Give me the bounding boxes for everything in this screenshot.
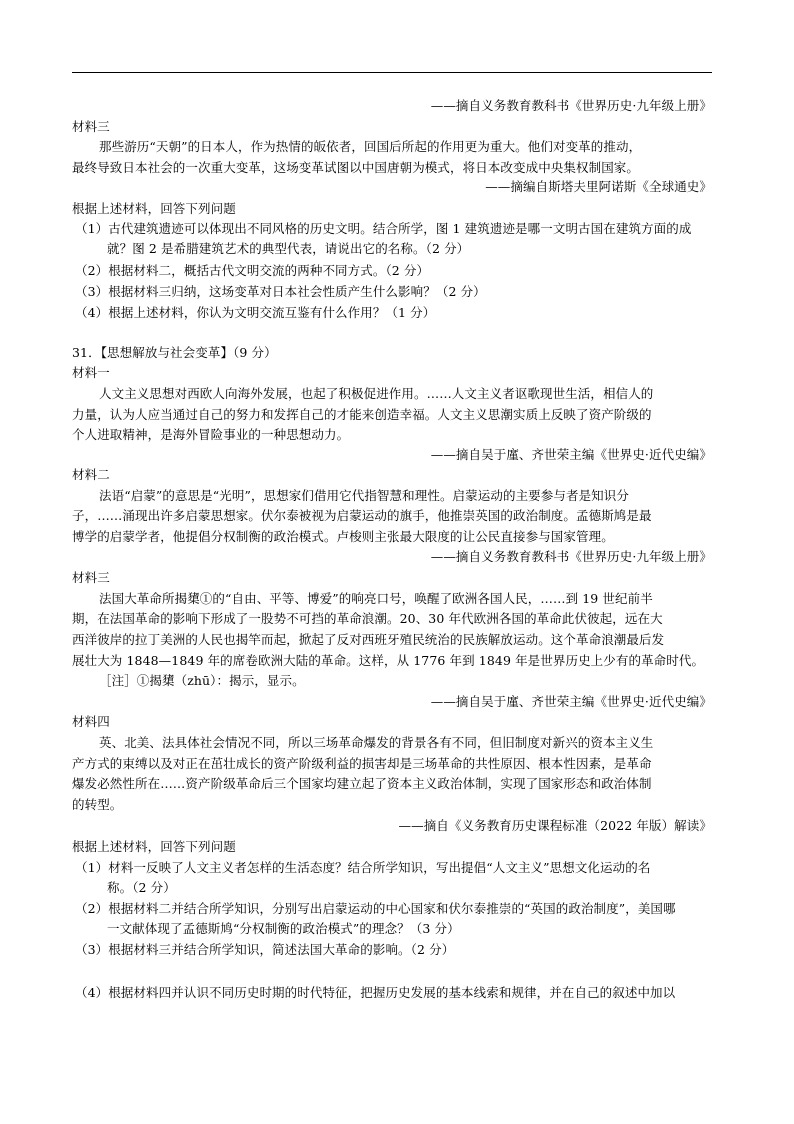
question-4: （4）根据上述材料，你认为文明交流互鉴有什么作用？（1 分） xyxy=(75,305,436,320)
material-text: 法国大革命所揭橥①的“自由、平等、博爱”的响亮口号，唤醒了欧洲各国人民，……到 19 世纪前半 xyxy=(99,591,653,606)
material-text: 最终导致日本社会的一次重大变革，这场变革试图以中国唐朝为模式，将日本改变成中央集权制国家。 xyxy=(72,160,640,175)
material-text: 那些游历“天朝”的日本人，作为热情的皈依者，回国后所起的作用更为重大。他们对变革的推动， xyxy=(99,139,642,154)
source-citation: ——摘自《义务教育历史课程标准（2022 年版）解读》 xyxy=(398,818,712,833)
material-text: 力量，认为人应当通过自己的努力和发挥自己的才能来创造幸福。人文主义思潮实质上反映了资产阶级的 xyxy=(72,407,652,422)
question-2: （2）根据材料二并结合所学知识，分别写出启蒙运动的中心国家和伏尔泰推崇的“英国的政治制度”，美国哪 xyxy=(75,901,676,916)
material-text: 西洋彼岸的拉丁美洲的人民也揭竿而起，掀起了反对西班牙殖民统治的民族解放运动。这个革命浪潮最后发 xyxy=(72,632,665,647)
material-text: 法语“启蒙”的意思是“光明”，思想家们借用它代指智慧和理性。启蒙运动的主要参与者是知识分 xyxy=(99,488,629,503)
section-title: 31．【思想解放与社会变革】（9 分） xyxy=(72,345,277,360)
source-citation: ——摘自吴于廑、齐世荣主编《世界史·近代史编》 xyxy=(430,447,712,462)
question-1-continued: 称。（2 分） xyxy=(107,880,176,895)
material-text: 期，在法国革命的影响下形成了一股势不可挡的革命浪潮。20、30 年代欧洲各国的革命此伏彼起，远在大 xyxy=(72,611,663,626)
material-label: 材料一 xyxy=(72,365,110,380)
material-label: 材料三 xyxy=(72,119,110,134)
question-1: （1）材料一反映了人文主义者怎样的生活态度？结合所学知识，写出提倡“人文主义”思想文化运动的名 xyxy=(75,860,651,875)
material-label: 材料二 xyxy=(72,467,110,482)
question-3: （3）根据材料三并结合所学知识，简述法国大革命的影响。（2 分） xyxy=(75,942,455,957)
question-2-continued: 一文献体现了孟德斯鸠“分权制衡的政治模式”的理念？（3 分） xyxy=(107,921,460,936)
question-1-continued: 就？图 2 是希腊建筑艺术的典型代表，请说出它的名称。（2 分） xyxy=(107,241,470,256)
source-citation: ——摘自义务教育教科书《世界历史·九年级上册》 xyxy=(430,549,712,564)
header-rule xyxy=(72,72,712,73)
question-prompt: 根据上述材料，回答下列问题 xyxy=(72,839,236,854)
footnote: ［注］①揭橥（zhū）：揭示，显示。 xyxy=(99,673,305,688)
material-text: 子，……涌现出许多启蒙思想家。伏尔泰被视为启蒙运动的旗手，他推崇英国的政治制度。孟德斯鸠是最 xyxy=(72,508,652,523)
material-text: 爆发必然性所在……资产阶级革命后三个国家均建立起了资本主义政治体制，实现了国家形态和政治体制 xyxy=(72,776,652,791)
question-prompt: 根据上述材料，回答下列问题 xyxy=(72,201,236,216)
material-text: 人文主义思想对西欧人向海外发展，也起了积极促进作用。……人文主义者讴歌现世生活，相信人的 xyxy=(99,386,654,401)
material-text: 展壮大为 1848—1849 年的席卷欧洲大陆的革命。这样，从 1776 年到 1849 年是世界历史上少有的革命时代。 xyxy=(72,653,705,668)
question-3: （3）根据材料三归纳，这场变革对日本社会性质产生什么影响？（2 分） xyxy=(75,284,486,299)
question-1: （1）古代建筑遗迹可以体现出不同风格的历史文明。结合所学，图 1 建筑遗迹是哪一文明古国在建筑方面的成 xyxy=(75,221,692,236)
question-4: （4）根据材料四并认识不同历史时期的时代特征，把握历史发展的基本线索和规律，并在自己的叙述中加以 xyxy=(75,985,676,1000)
question-2: （2）根据材料二，概括古代文明交流的两种不同方式。（2 分） xyxy=(75,263,430,278)
material-text: 博学的启蒙学者，他提倡分权制衡的政治模式。卢梭则主张最大限度的让公民直接参与国家管理。 xyxy=(72,529,614,544)
source-citation: ——摘自吴于廑、齐世荣主编《世界史·近代史编》 xyxy=(430,694,712,709)
material-label: 材料三 xyxy=(72,570,110,585)
material-text: 产方式的束缚以及对正在茁壮成长的资产阶级利益的损害却是三场革命的共性原因、根本性因素，是革命 xyxy=(72,756,652,771)
material-label: 材料四 xyxy=(72,714,110,729)
source-citation: ——摘编自斯塔夫里阿诺斯《全球通史》 xyxy=(485,179,712,194)
material-text: 的转型。 xyxy=(72,797,123,812)
material-text: 英、北美、法具体社会情况不同，所以三场革命爆发的背景各有不同，但旧制度对新兴的资本主义生 xyxy=(99,735,654,750)
material-text: 个人进取精神，是海外冒险事业的一种思想动力。 xyxy=(72,427,350,442)
source-citation: ——摘自义务教育教科书《世界历史·九年级上册》 xyxy=(430,98,712,113)
